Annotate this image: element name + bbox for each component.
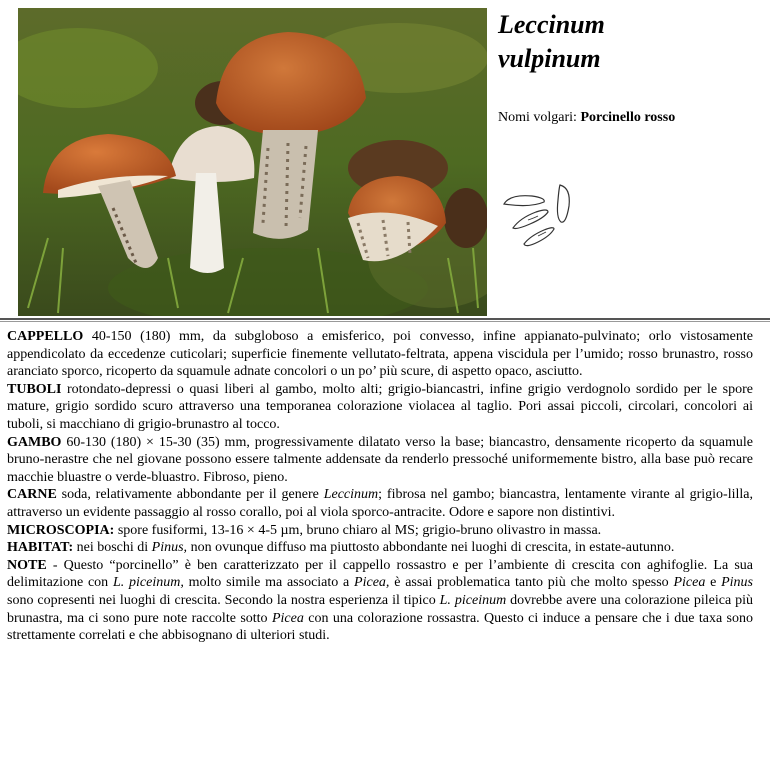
habitat-text-b: non ovunque diffuso ma piuttosto abbondante nei luoghi di crescita, in estate-autunno. xyxy=(187,540,675,556)
note-text-5: sono copresenti nei luoghi di crescita. Secondo la nostra esperienza il tipico xyxy=(7,592,440,608)
gambo-text: 60-130 (180) × 15-30 (35) mm, progressivamente dilatato verso la base; biancastro, densamente ricoperto da squamule bruno-nerastre che nel giovane possono essere talmente addensate da renderlo pressoché uniformemente bistro, alla base può recare macchie bluastre o verde-bluastro. Fibroso, pieno. xyxy=(7,434,753,485)
tuboli-text: rotondato-depressi o quasi liberi al gambo, molto alti; grigio-biancastri, infine grigio verdognolo sordido per le spore mature, grigio sordido scuro attraverso una temporanea colorazione violacea al taglio. Pori assai piccoli, circolari, concolori ai tuboli, si macchiano di grigio-brunastro al tocco. xyxy=(7,381,753,432)
gambo-label: GAMBO xyxy=(7,434,62,450)
note-italic-2: Picea, xyxy=(354,575,390,591)
common-names xyxy=(498,110,675,126)
section-note xyxy=(7,557,753,645)
note-italic-4: Pinus xyxy=(721,575,753,591)
species-title xyxy=(498,8,605,76)
section-tuboli xyxy=(7,381,753,434)
section-cappello xyxy=(7,328,753,381)
note-italic-6: Picea xyxy=(271,610,304,626)
note-text-7: con una colorazione rossastra. Questo ci induce a pensare che i due taxa sono strettamente correlati e che abbisognano di ulteriori studi. xyxy=(7,610,754,644)
section-gambo xyxy=(7,434,753,487)
description-body xyxy=(7,328,753,645)
note-italic-5: L. piceinum xyxy=(439,592,507,608)
habitat-label: HABITAT: xyxy=(7,540,74,556)
note-text-3: è assai problematica tanto più che molto spesso xyxy=(389,575,674,591)
note-text-2: molto simile ma associato a xyxy=(183,575,355,591)
microscopia-label: MICROSCOPIA: xyxy=(7,522,115,538)
note-text-6: dovrebbe avere una colorazione pileica più brunastra, ma ci sono pure note raccolte sotto xyxy=(7,592,753,626)
microscopia-text: spore fusiformi, 13-16 × 4-5 µm, bruno chiaro al MS; grigio-bruno olivastro in massa. xyxy=(114,522,602,538)
header-divider-thin xyxy=(0,321,770,322)
note-italic-1: L. piceinum, xyxy=(112,575,184,591)
note-italic-3: Picea xyxy=(673,575,706,591)
mushroom-photo xyxy=(18,8,487,316)
genus-name: Leccinum xyxy=(498,10,605,39)
note-text-1: - Questo “porcinello” è ben caratterizzato per il cappello rossastro e per l’ambiente di crescita con aghifoglie. La sua delimitazione con xyxy=(7,557,753,591)
section-microscopia xyxy=(7,522,753,540)
common-name-value: Porcinello rosso xyxy=(580,110,676,125)
carne-text-a: soda, relativamente abbondante per il genere xyxy=(56,487,324,503)
cappello-label: CAPPELLO xyxy=(7,329,84,344)
carne-text-b: ; fibrosa nel gambo; biancastra, lentamente virante al grigio-lilla, attraverso un evidente passaggio al rosso corallo, poi al viola sporco-antracite. Odore e sapore non distintivi. xyxy=(7,487,753,520)
habitat-genus: Pinus, xyxy=(151,540,188,556)
section-habitat xyxy=(7,539,753,557)
note-text-4: e xyxy=(705,575,722,591)
carne-label: CARNE xyxy=(7,487,57,503)
header-divider xyxy=(0,318,770,320)
tuboli-label: TUBOLI xyxy=(7,381,62,397)
cappello-text: 40-150 (180) mm, da subgloboso a emisferico, poi convesso, infine appianato-pulvinato; orlo vistosamente appendicolato da eccedenze cuticolari; superficie finemente vellutato-feltrata, appena viscidula per l’umido; rosso brunastro, rosso aranciato sporco, ricoperto da squamule adnate concolori o un po’ più scure, di aspetto opaco, asciutto. xyxy=(7,329,753,380)
species-name: vulpinum xyxy=(498,44,601,73)
spore-drawing xyxy=(500,182,575,257)
carne-genus: Leccinum xyxy=(323,487,379,503)
note-label: NOTE xyxy=(7,557,47,573)
common-names-label: Nomi volgari: xyxy=(498,110,577,125)
habitat-text-a: nei boschi di xyxy=(73,540,152,556)
section-carne xyxy=(7,486,753,521)
